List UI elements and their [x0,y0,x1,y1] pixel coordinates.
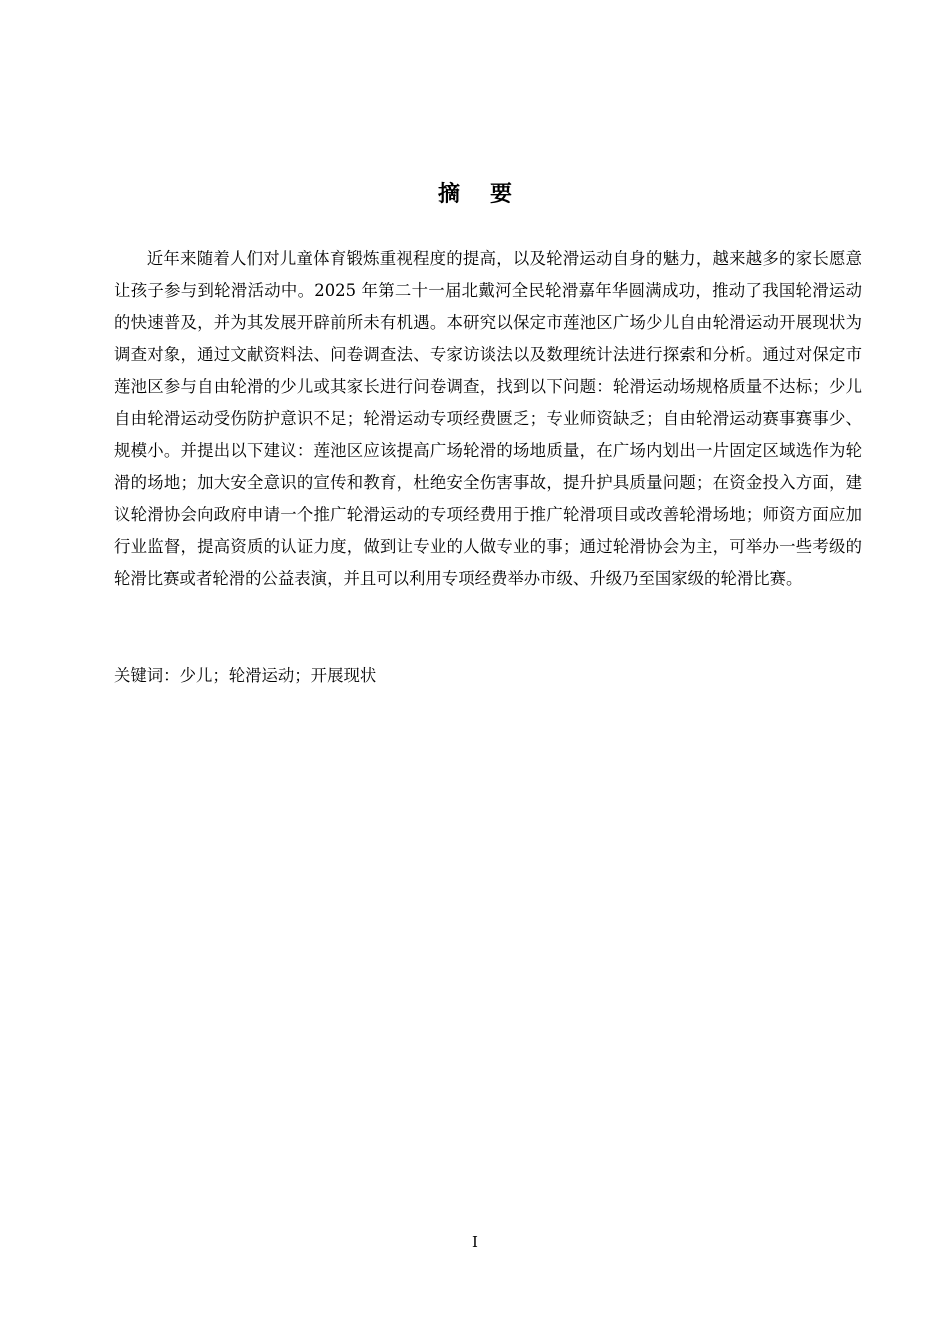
keywords-line [114,660,862,692]
keywords-label: 关键词： [114,666,180,685]
page-number: I [472,1233,478,1251]
keywords-value: 少儿；轮滑运动；开展现状 [179,666,377,685]
page-title: 摘要 [437,182,542,207]
abstract-paragraph: 近年来随着人们对儿童体育锻炼重视程度的提高，以及轮滑运动自身的魅力，越来越多的家长愿意让孩子参与到轮滑活动中。2025 年第二十一届北戴河全民轮滑嘉年华圆满成功，推动了我国轮滑运动的快速普及，并为其发展开辟前所未有机遇。本研究以保定市莲池区广场少儿自由轮滑运动开展现状为调查对象，通过文献资料法、问卷调查法、专家访谈法以及数理统计法进行探索和分析。通过对保定市莲池区参与自由轮滑的少儿或其家长进行问卷调查，找到以下问题：轮滑运动场规格质量不达标；少儿自由轮滑运动受伤防护意识不足；轮滑运动专项经费匮乏；专业师资缺乏；自由轮滑运动赛事赛事少、规模小。并提出以下建议：莲池区应该提高广场轮滑的场地质量，在广场内划出一片固定区域选作为轮滑的场地；加大安全意识的宣传和教育，杜绝安全伤害事故，提升护具质量问题；在资金投入方面，建议轮滑协会向政府申请一个推广轮滑运动的专项经费用于推广轮滑项目或改善轮滑场地；师资方面应加行业监督，提高资质的认证力度，做到让专业的人做专业的事；通过轮滑协会为主，可举办一些考级的轮滑比赛或者轮滑的公益表演，并且可以利用专项经费举办市级、升级乃至国家级的轮滑比赛。 [114,249,862,588]
